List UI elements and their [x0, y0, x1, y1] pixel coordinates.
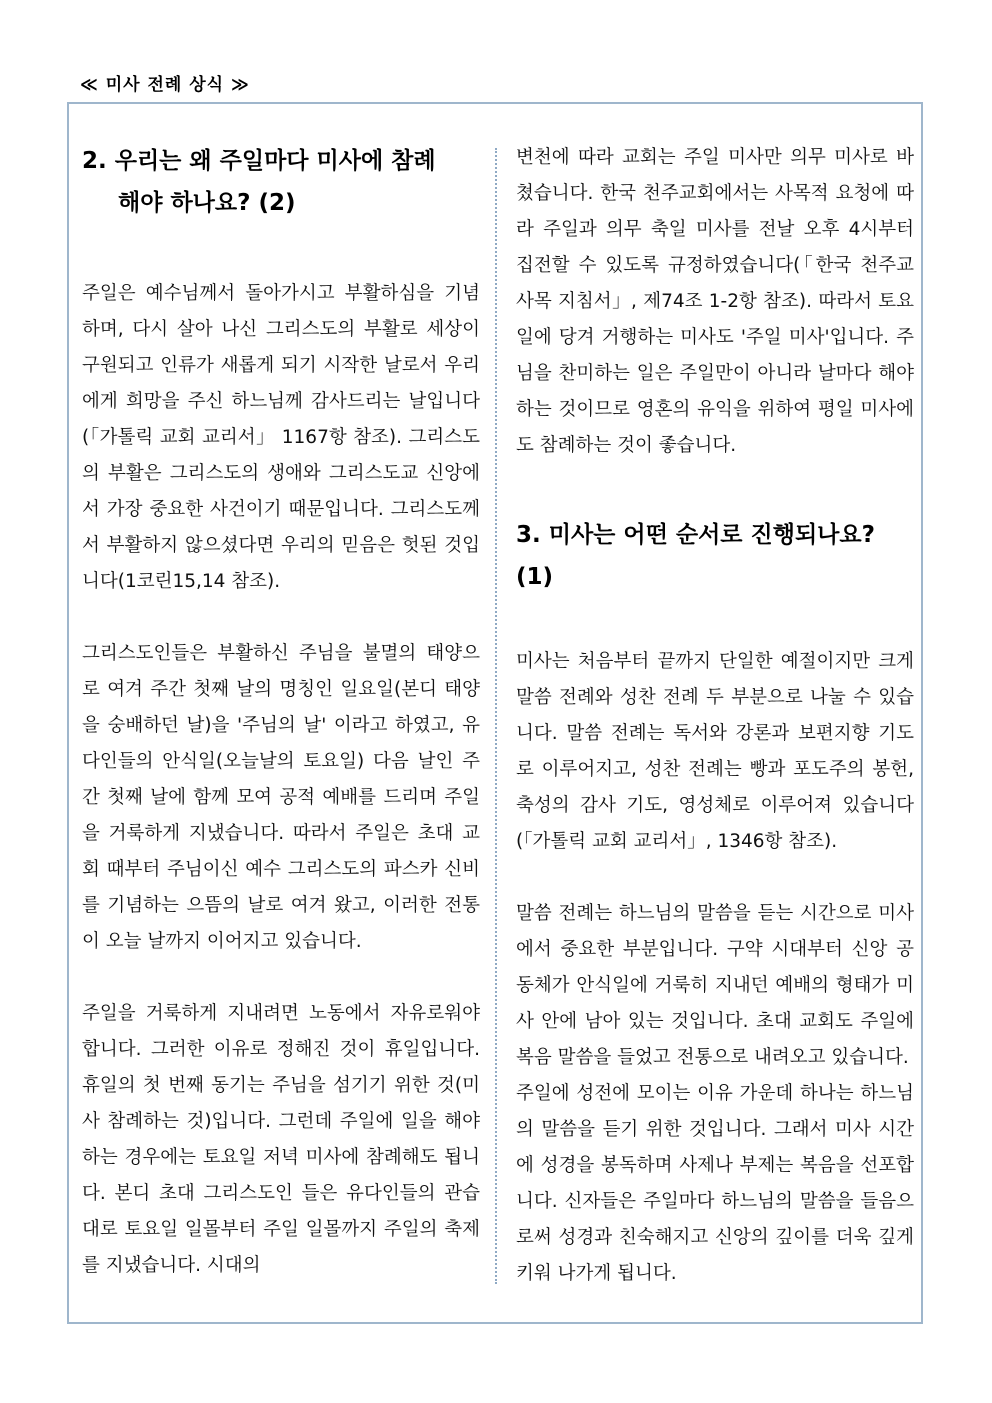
section-2-heading-line2: 해야 하나요? (2) — [118, 190, 296, 216]
paragraph: 주일에 성전에 모이는 이유 가운데 하나는 하느님의 말씀을 듣기 위한 것입니다. 그래서 미사 시간에 성경을 봉독하며 사제나 부제는 복음을 선포합니다. 신자들은 주일마다 하느님의 말씀을 들음으로써 성경과 친숙해지고 신앙의 깊이를 더욱 깊게 키워 나가게 됩니다. — [516, 1083, 914, 1284]
paragraph: 그리스도인들은 부활하신 주님을 불멸의 태양으로 여겨 주간 첫째 날의 명칭인 일요일(본디 태양을 숭배하던 날)을 '주님의 날' 이라고 하였고, 유다인들의 안식일(오늘날의 토요일) 다음 날인 주간 첫째 날에 함께 모여 공적 예배를 드리며 주일을 거룩하게 지냈습니다. 따라서 주일은 초대 교회 때부터 주님이신 예수 그리스도의 파스카 신비를 기념하는 으뜸의 날로 여겨 왔고, 이러한 전통이 오늘 날까지 이어지고 있습니다. — [82, 643, 480, 952]
section-2-heading — [82, 140, 480, 224]
paragraph: 주일은 예수님께서 돌아가시고 부활하심을 기념하며, 다시 살아 나신 그리스도의 부활로 세상이 구원되고 인류가 새롭게 되기 시작한 날로서 우리에게 희망을 주신 하느님께 감사드리는 날입니다(「가톨릭 교회 교리서」 1167항 참조). 그리스도의 부활은 그리스도의 생애와 그리스도교 신앙에서 가장 중요한 사건이기 때문입니다. 그리스도께서 부활하지 않으셨다면 우리의 믿음은 헛된 것입니다(1코린15,14 참조). — [82, 283, 480, 592]
section-3-heading: 3. 미사는 어떤 순서로 진행되나요? (1) — [516, 522, 875, 590]
left-column — [82, 140, 480, 1284]
column-divider — [495, 148, 497, 1284]
paragraph: 변천에 따라 교회는 주일 미사만 의무 미사로 바쳤습니다. 한국 천주교회에서는 사목적 요청에 따라 주일과 의무 축일 미사를 전날 오후 4시부터 집전할 수 있도록 규정하였습니다(「한국 천주교 사목 지침서」, 제74조 1-2항 참조). 따라서 토요일에 당겨 거행하는 미사도 '주일 미사'입니다. 주님을 찬미하는 일은 주일만이 아니라 날마다 해야 하는 것이므로 영혼의 유익을 위하여 평일 미사에도 참례하는 것이 좋습니다. — [516, 147, 914, 456]
page-header: ≪ 미사 전례 상식 ≫ — [80, 75, 250, 95]
right-column — [516, 140, 914, 1292]
paragraph: 주일을 거룩하게 지내려면 노동에서 자유로워야 합니다. 그러한 이유로 정해진 것이 휴일입니다. 휴일의 첫 번째 동기는 주님을 섬기기 위한 것(미사 참례하는 것)입니다. 그런데 주일에 일을 해야 하는 경우에는 토요일 저녁 미사에 참례해도 됩니다. 본디 초대 그리스도인 들은 유다인들의 관습대로 토요일 일몰부터 주일 일몰까지 주일의 축제를 지냈습니다. 시대의 — [82, 1003, 480, 1276]
paragraph: 말씀 전례는 하느님의 말씀을 듣는 시간으로 미사에서 중요한 부분입니다. 구약 시대부터 신앙 공동체가 안식일에 거룩히 지내던 예배의 형태가 미사 안에 남아 있는 것입니다. 초대 교회도 주일에 복음 말씀을 들었고 전통으로 내려오고 있습니다. — [516, 903, 914, 1068]
section-2-heading-line1: 2. 우리는 왜 주일마다 미사에 참례 — [82, 148, 436, 174]
paragraph: 미사는 처음부터 끝까지 단일한 예절이지만 크게 말씀 전례와 성찬 전례 두 부분으로 나눌 수 있습니다. 말씀 전례는 독서와 강론과 보편지향 기도로 이루어지고, 성찬 전례는 빵과 포도주의 봉헌, 축성의 감사 기도, 영성체로 이루어져 있습니다(「가톨릭 교회 교리서」, 1346항 참조). — [516, 651, 914, 852]
